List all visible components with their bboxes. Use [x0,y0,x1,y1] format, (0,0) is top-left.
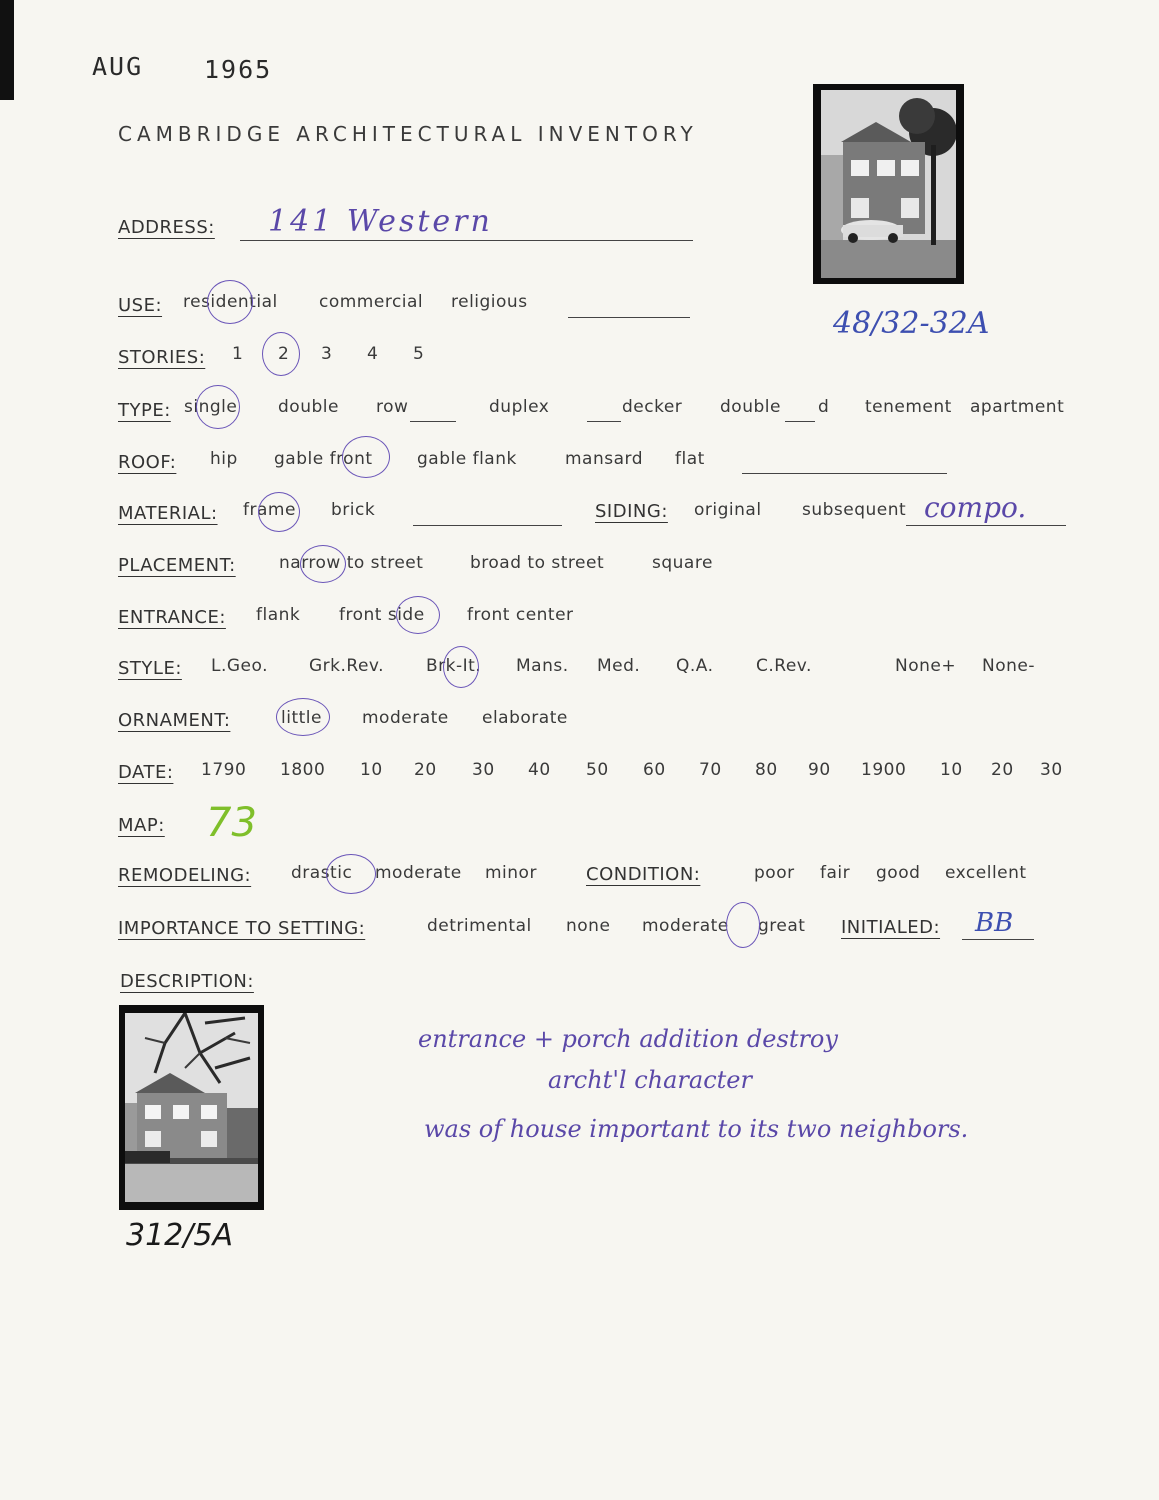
date-option-80[interactable]: 80 [755,760,778,780]
use-option-religious[interactable]: religious [451,292,528,312]
type-option-d-suffix: d [818,397,830,417]
photo-number-bottom: 312/5A [126,1218,233,1253]
type-option-duplex[interactable]: duplex [489,397,550,417]
entrance-label: ENTRANCE: [118,607,226,628]
siding-option-subsequent[interactable]: subsequent [802,500,907,520]
address-line [240,239,693,241]
date-option-60[interactable]: 60 [643,760,666,780]
address-value[interactable]: 141 Western [268,204,493,239]
use-option-commercial[interactable]: commercial [319,292,424,312]
type-option-row[interactable]: row [376,397,409,417]
type-option-single[interactable]: single [184,397,238,417]
house-photo-image [821,90,956,278]
remodeling-option-moderate[interactable]: moderate [375,863,462,883]
placement-option-square[interactable]: square [652,553,713,573]
roof-label: ROOF: [118,452,177,473]
use-option-residential[interactable]: residential [183,292,278,312]
material-other-line [413,524,562,526]
placement-selection-circle [300,545,346,583]
stories-option-4[interactable]: 4 [367,344,379,364]
style-option-med[interactable]: Med. [597,656,641,676]
house-photo-bottom-image [125,1013,258,1202]
style-option-brkit[interactable]: Brk-It. [426,656,482,676]
entrance-selection-circle [396,596,440,634]
stories-label: STORIES: [118,347,206,368]
roof-option-hip[interactable]: hip [210,449,238,469]
ornament-option-moderate[interactable]: moderate [362,708,449,728]
roof-option-mansard[interactable]: mansard [565,449,644,469]
initialed-line [962,938,1034,940]
form-year: 1965 [204,55,273,84]
style-option-none-plus[interactable]: None+ [895,656,957,676]
remodeling-selection-circle [326,854,376,894]
photo-number-top: 48/32-32A [833,306,990,341]
type-option-apartment[interactable]: apartment [970,397,1065,417]
date-option-40[interactable]: 40 [528,760,551,780]
type-decker-line [587,420,621,422]
condition-option-fair[interactable]: fair [820,863,851,883]
style-selection-circle [443,646,479,688]
material-label: MATERIAL: [118,503,218,524]
description-line-3: was of house important to its two neighbors. [424,1115,969,1143]
type-option-tenement[interactable]: tenement [865,397,952,417]
building-photo-top [813,84,964,284]
stories-option-3[interactable]: 3 [321,344,333,364]
ornament-selection-circle [276,698,330,736]
siding-option-original[interactable]: original [694,500,762,520]
type-option-double[interactable]: double [278,397,339,417]
importance-option-moderate[interactable]: moderate [642,916,729,936]
map-value[interactable]: 73 [206,800,257,846]
date-option-1900[interactable]: 1900 [861,760,907,780]
style-option-grkrev[interactable]: Grk.Rev. [309,656,385,676]
entrance-option-front-side[interactable]: front side [339,605,425,625]
condition-label: CONDITION: [586,864,701,885]
type-option-double-d[interactable]: double [720,397,781,417]
initialed-label: INITIALED: [841,917,941,938]
form-month: AUG [92,52,144,81]
condition-option-good[interactable]: good [876,863,921,883]
date-option-1800[interactable]: 1800 [280,760,326,780]
address-label: ADDRESS: [118,217,215,238]
ornament-label: ORNAMENT: [118,710,231,731]
date-label: DATE: [118,762,174,783]
importance-label: IMPORTANCE TO SETTING: [118,918,366,939]
roof-option-gable-flank[interactable]: gable flank [417,449,517,469]
material-option-brick[interactable]: brick [331,500,376,520]
date-option-10[interactable]: 10 [360,760,383,780]
remodeling-option-drastic[interactable]: drastic [291,863,353,883]
placement-label: PLACEMENT: [118,555,236,576]
ornament-option-little[interactable]: little [281,708,322,728]
material-option-frame[interactable]: frame [243,500,296,520]
roof-selection-circle [342,436,390,478]
roof-option-flat[interactable]: flat [675,449,705,469]
type-label: TYPE: [118,400,171,421]
remodeling-option-minor[interactable]: minor [485,863,537,883]
stories-option-5[interactable]: 5 [413,344,425,364]
type-selection-circle [196,385,240,429]
stories-option-1[interactable]: 1 [232,344,244,364]
style-option-lgeo[interactable]: L.Geo. [211,656,269,676]
map-label: MAP: [118,815,165,836]
entrance-option-flank[interactable]: flank [256,605,301,625]
entrance-option-front-center[interactable]: front center [467,605,574,625]
type-option-decker[interactable]: decker [622,397,683,417]
date-option-1920[interactable]: 20 [991,760,1014,780]
date-option-1790[interactable]: 1790 [201,760,247,780]
use-selection-circle [207,280,253,324]
importance-option-detrimental[interactable]: detrimental [427,916,532,936]
scan-edge [0,0,14,100]
placement-option-narrow[interactable]: narrow to street [279,553,424,573]
condition-option-poor[interactable]: poor [754,863,795,883]
style-option-none-minus[interactable]: None- [982,656,1035,676]
type-row-line [410,420,456,422]
siding-value[interactable]: compo. [924,491,1027,524]
style-label: STYLE: [118,658,182,679]
use-other-line [568,316,690,318]
description-line-1: entrance + porch addition destroy [418,1025,838,1053]
roof-option-gable-front[interactable]: gable front [274,449,373,469]
date-option-30[interactable]: 30 [472,760,495,780]
stories-option-2[interactable]: 2 [278,344,290,364]
condition-option-excellent[interactable]: excellent [945,863,1027,883]
type-double-d-line [785,420,815,422]
description-line-2: archt'l character [548,1066,752,1094]
building-photo-bottom [119,1005,264,1210]
style-option-mans[interactable]: Mans. [516,656,569,676]
use-label: USE: [118,295,163,316]
importance-option-great[interactable]: great [758,916,806,936]
siding-label: SIDING: [595,501,668,522]
placement-option-broad[interactable]: broad to street [470,553,605,573]
importance-selection-circle [726,902,760,948]
date-option-1930[interactable]: 30 [1040,760,1063,780]
form-title: CAMBRIDGE ARCHITECTURAL INVENTORY [118,122,698,146]
date-option-50[interactable]: 50 [586,760,609,780]
material-selection-circle [258,492,300,532]
description-label: DESCRIPTION: [120,971,254,992]
importance-option-none[interactable]: none [566,916,611,936]
siding-line [906,524,1066,526]
remodeling-label: REMODELING: [118,865,252,886]
date-option-20[interactable]: 20 [414,760,437,780]
initialed-value[interactable]: BB [975,908,1014,938]
stories-selection-circle [262,332,300,376]
style-option-qa[interactable]: Q.A. [676,656,714,676]
date-option-90[interactable]: 90 [808,760,831,780]
ornament-option-elaborate[interactable]: elaborate [482,708,568,728]
date-option-70[interactable]: 70 [699,760,722,780]
roof-other-line [742,472,947,474]
date-option-1910[interactable]: 10 [940,760,963,780]
style-option-crev[interactable]: C.Rev. [756,656,812,676]
